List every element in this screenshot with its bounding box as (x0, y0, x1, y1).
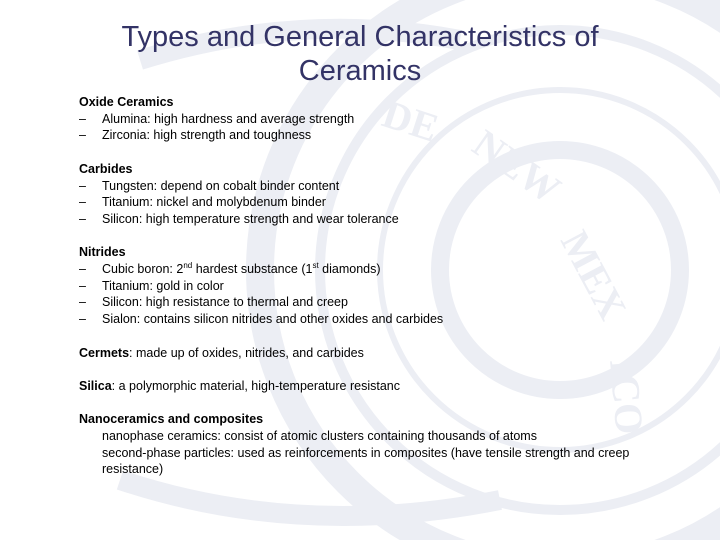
bullet-dash: – (79, 262, 86, 276)
list-item-text: Titanium: gold in color (102, 278, 224, 293)
section-term: Silica (79, 378, 112, 393)
superscript: st (312, 260, 319, 270)
section-heading: Oxide Ceramics (79, 95, 174, 109)
list-item (79, 194, 679, 211)
bullet-dash: – (79, 195, 86, 210)
list-item-text: Titanium: nickel and molybdenum binder (102, 195, 326, 210)
bullet-dash: – (79, 211, 86, 226)
list-item-text: Sialon: contains silicon nitrides and other oxides and carbides (102, 312, 444, 327)
svg-text:NEW: NEW (464, 120, 569, 213)
section-nanoceramics (79, 411, 679, 478)
slide-body (79, 94, 679, 495)
section-oxide-ceramics (79, 94, 679, 144)
section-heading: Nitrides (79, 245, 126, 260)
list-item (79, 211, 679, 228)
list-item (79, 261, 679, 278)
bullet-dash: – (79, 128, 86, 143)
section-silica (79, 378, 679, 395)
bullet-dash: – (79, 312, 86, 327)
list-item-text: Silicon: high temperature strength and wear tolerance (102, 211, 399, 226)
svg-text:MEX: MEX (552, 223, 636, 327)
list-item (79, 178, 679, 195)
section-text: : a polymorphic material, high-temperature resistanc (111, 378, 400, 393)
svg-text:ICO: ICO (601, 356, 653, 437)
section-heading: Carbides (79, 161, 133, 176)
section-nitrides (79, 244, 679, 328)
svg-text:DE: DE (377, 90, 444, 151)
list-item (79, 127, 679, 144)
list-item: second-phase particles: used as reinforcements in composites (have tensile strength and creep resistance) (102, 445, 630, 477)
bullet-dash: – (79, 111, 86, 126)
slide-title: Types and General Characteristics of Ceramics (121, 21, 599, 87)
list-item-text: Tungsten: depend on cobalt binder content (102, 178, 340, 193)
list-item (79, 311, 679, 328)
section-text: : made up of oxides, nitrides, and carbides (129, 345, 364, 360)
list-item-text: Zirconia: high strength and toughness (102, 128, 312, 143)
section-carbides (79, 161, 679, 228)
list-item-text: Alumina: high hardness and average strength (102, 111, 355, 126)
list-item-text: Cubic boron: 2 (102, 262, 184, 276)
section-cermets (79, 345, 679, 362)
list-item (79, 278, 679, 295)
section-heading: Nanoceramics and composites (79, 412, 264, 427)
list-item (79, 294, 679, 311)
section-term: Cermets (79, 345, 130, 360)
list-item-text: diamonds) (318, 262, 381, 276)
list-item-text: hardest substance (1 (192, 262, 313, 276)
bullet-dash: – (79, 295, 86, 310)
bullet-dash: – (79, 278, 86, 293)
list-item-text: Silicon: high resistance to thermal and creep (102, 295, 348, 310)
superscript: nd (183, 260, 193, 270)
list-item: nanophase ceramics: consist of atomic clusters containing thousands of atoms (102, 428, 537, 443)
bullet-dash: – (79, 178, 86, 193)
list-item (79, 111, 679, 128)
